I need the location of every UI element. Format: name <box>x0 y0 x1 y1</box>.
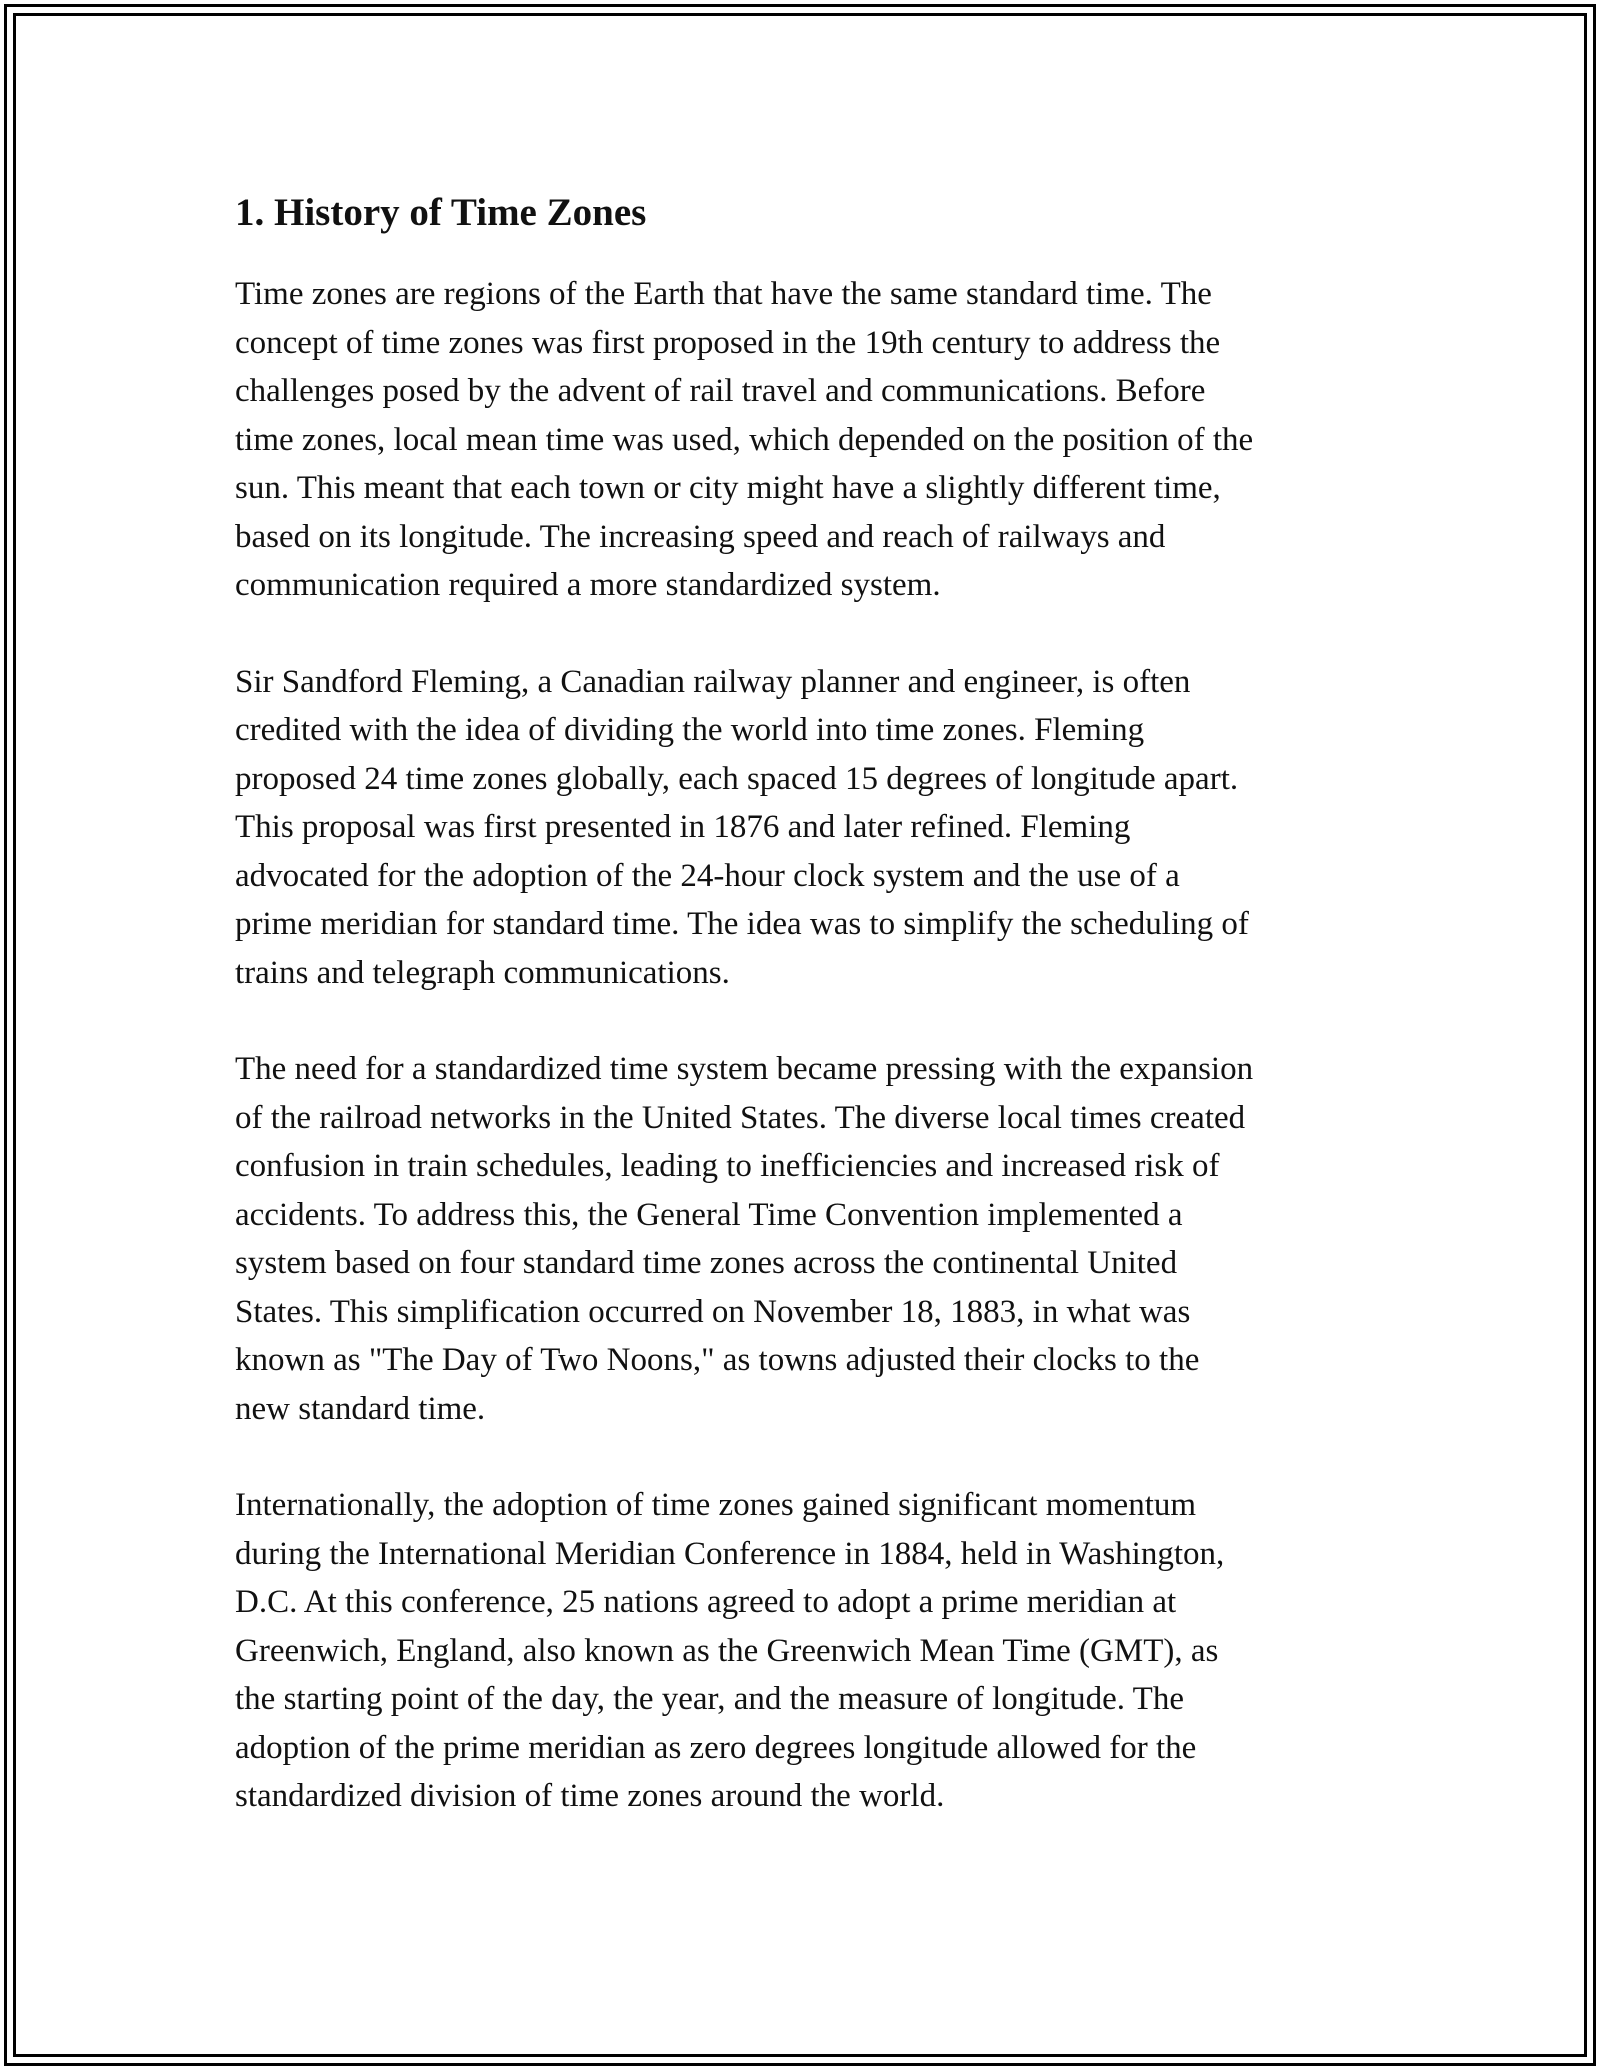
paragraph-fleming: Sir Sandford Fleming, a Canadian railway planner and engineer, is often credited with the idea of dividing the world into time zones. Fleming proposed 24 time zones globally, each spaced 15 degrees of longitude apart. This proposal was first presented in 1876 and later refined. Fleming advocated for the adoption of the 24-hour clock system and the use of a prime meridian for standard time. The idea was to simplify the scheduling of trains and telegraph communications. <box>235 663 1249 991</box>
paragraph-united-states: The need for a standardized time system became pressing with the expansion of the railroad networks in the United States. The diverse local times created confusion in train schedules, leading to inefficiencies and increased risk of accidents. To address this, the General Time Convention implemented a system based on four standard time zones across the continental United States. This simplification occurred on November 18, 1883, in what was known as "The Day of Two Noons," as towns adjusted their clocks to the new standard time. <box>235 1051 1254 1427</box>
paragraph-intro: Time zones are regions of the Earth that have the same standard time. The concept of time zones was first proposed in the 19th century to address the challenges posed by the advent of rail travel and communications. Before time zones, local mean time was used, which depended on the position of the sun. This meant that each town or city might have a slightly different time, based on its longitude. The increasing speed and reach of railways and communication required a more standardized system. <box>235 276 1254 603</box>
paragraph-international: Internationally, the adoption of time zones gained significant momentum during the International Meridian Conference in 1884, held in Washington, D.C. At this conference, 25 nations agreed to adopt a prime meridian at Greenwich, England, also known as the Greenwich Mean Time (GMT), as the starting point of the day, the year, and the measure of longitude. The adoption of the prime meridian as zero degrees longitude allowed for the standardized division of time zones around the world. <box>235 1487 1225 1814</box>
section-title: 1. History of Time Zones <box>235 191 647 234</box>
document-body <box>235 186 1375 1869</box>
